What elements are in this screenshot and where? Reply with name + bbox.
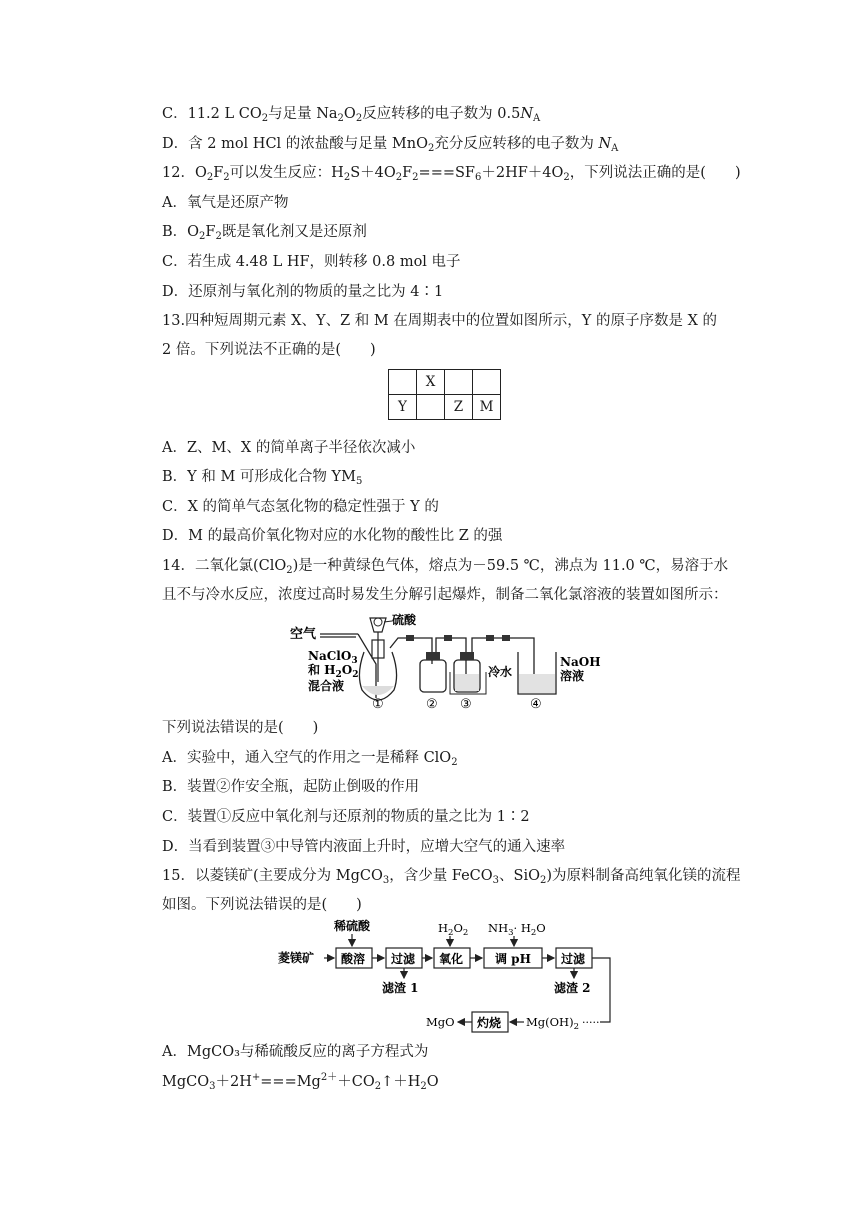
dotted-continuation: ····· [582,1016,600,1029]
q13-stem-line1: 13.四种短周期元素 X、Y、Z 和 M 在周期表中的位置如图所示，Y 的原子序数是 X 的 [162,313,718,329]
label-h2o2: 和 $H_2O_2$ [308,663,359,680]
q11-option-c: C．11.2 L $CO_2$与足量 $Na_2O_2$反应转移的电子数为 $0.5N_A$ [162,106,541,124]
step-filter-2: 过滤 [561,952,586,966]
table-row [389,370,501,395]
table-cell [445,370,473,395]
label-3: ③ [460,697,472,712]
step-oxidize: 氧化 [439,952,464,966]
q13-option-d: D．M 的最高价氧化物对应的水化物的酸性比 Z 的强 [162,528,503,544]
periodic-table-fragment [388,369,501,420]
process-flowchart [270,918,630,1034]
q14-option-a: A．实验中，通入空气的作用之一是稀释 ClO$_2$ [162,750,458,768]
q14-option-d: D．当看到装置③中导管内液面上升时，应增大空气的通入速率 [162,839,566,855]
q12-stem: 12．$O_2F_2$可以发生反应：$H_2S+4O_2F_2===SF_6+2HF+4O_2$，下列说法正确的是( ) [162,165,741,183]
label-mgo: MgO [426,1015,455,1029]
q14-option-c: C．装置①反应中氧化剂与还原剂的物质的量之比为 1∶2 [162,809,530,825]
label-mg-oh-2: $Mg(OH)_2$ [526,1015,579,1032]
table-cell: X [417,370,445,395]
q15-ionic-equation: $MgCO_3+2H^+===Mg^{2+}+CO_2↑+H_2O$ [162,1072,439,1092]
step-calcine: 灼烧 [477,1016,502,1030]
table-cell [473,370,501,395]
label-air: 空气 [290,627,317,642]
label-acid: 硫酸 [392,613,417,627]
label-dilute-h2so4: 稀硫酸 [334,919,371,933]
apparatus-diagram [290,612,610,712]
q13-option-a: A．Z、M、X 的简单离子半径依次减小 [162,440,416,456]
label-nh3-h2o: $NH_3\cdot H_2O$ [488,921,546,938]
step-filter-1: 过滤 [391,952,416,966]
label-naclo3: NaClO$_3$ [308,649,358,666]
table-cell: M [473,395,501,420]
label-cold-water: 冷水 [488,665,513,679]
label-magnesite: 菱镁矿 [278,951,315,965]
q12-option-b: B．$O_2F_2$既是氧化剂又是还原剂 [162,224,367,242]
q15-stem-line1: 15．以菱镁矿(主要成分为 MgCO$_3$，含少量 FeCO$_3$、SiO$_2$)为原料制备高纯氧化镁的流程 [162,868,741,886]
q15-stem-line2: 如图。下列说法错误的是( ) [162,897,362,913]
q12-option-a: A．氧气是还原产物 [162,195,289,211]
table-cell [389,370,417,395]
table-row [389,395,501,420]
table-cell: Y [389,395,417,420]
label-residue-2: 滤渣 2 [554,981,591,995]
label-h2o2: $H_2O_2$ [438,921,469,938]
label-solution: 溶液 [560,669,585,683]
q14-option-b: B．装置②作安全瓶，起防止倒吸的作用 [162,779,420,795]
label-1: ① [372,697,384,712]
q13-stem-line2: 2 倍。下列说法不正确的是( ) [162,342,376,358]
q12-option-d: D．还原剂与氧化剂的物质的量之比为 4∶1 [162,284,444,300]
q14-stem-line1: 14．二氧化氯(ClO$_2$)是一种黄绿色气体，熔点为－59.5 ℃，沸点为 11.0 ℃，易溶于水 [162,558,729,576]
q15-option-a: A．MgCO₃与稀硫酸反应的离子方程式为 [162,1044,429,1060]
q13-option-c: C．X 的简单气态氢化物的稳定性强于 Y 的 [162,499,439,515]
step-adjust-ph: 调 pH [495,952,531,966]
q13-option-b: B．Y 和 M 可形成化合物 $YM_5$ [162,469,363,487]
table-cell: Z [445,395,473,420]
table-cell [417,395,445,420]
q14-prompt: 下列说法错误的是( ) [162,720,319,736]
label-naoh: NaOH [560,655,601,669]
label-mixture: 混合液 [308,679,345,693]
q14-stem-line2: 且不与冷水反应，浓度过高时易发生分解引起爆炸，制备二氧化氯溶液的装置如图所示： [162,587,728,603]
step-acid-dissolve: 酸溶 [341,952,366,966]
label-2: ② [426,697,438,712]
label-residue-1: 滤渣 1 [382,981,419,995]
q12-option-c: C．若生成 4.48 L HF，则转移 0.8 mol 电子 [162,254,461,270]
label-4: ④ [530,697,542,712]
q11-option-d: D．含 2 mol HCl 的浓盐酸与足量 MnO$_2$充分反应转移的电子数为 $N_A$ [162,136,619,154]
